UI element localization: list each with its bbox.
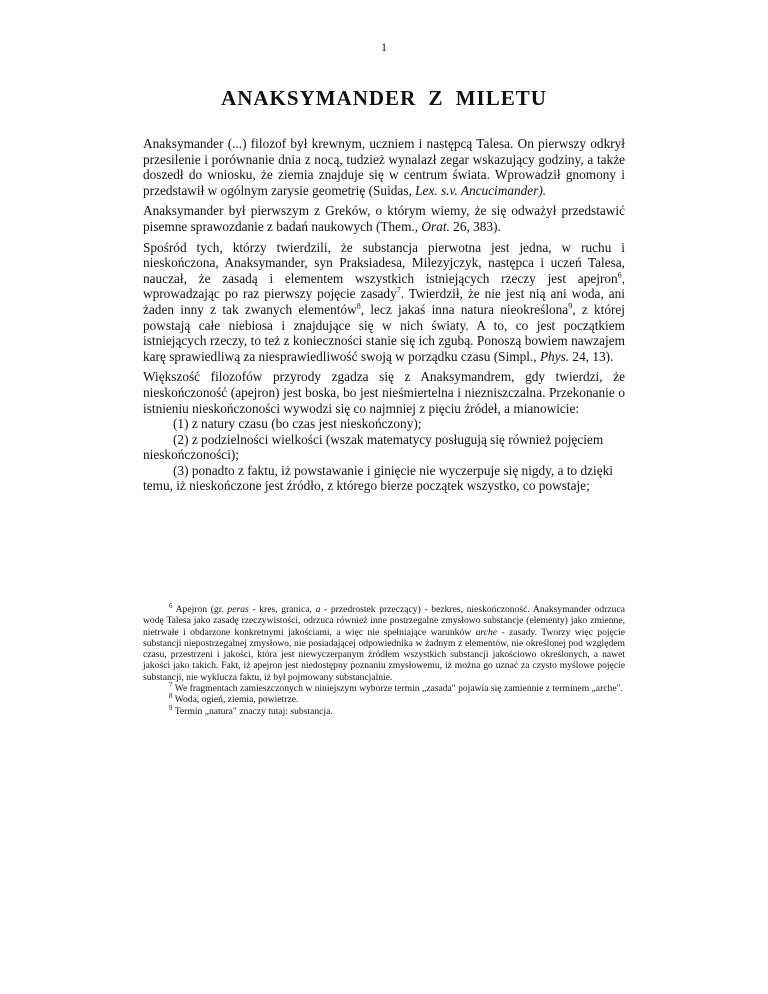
footnote-7 bbox=[143, 680, 625, 695]
paragraph-text: Spośród tych, którzy twierdzili, że substancja pierwotna jest jedna, w ruchu i nieskończona, Anaksymander, syn Praksiadesa, Milezyjczyk, następca i uczeń Talesa, nauczał, że zasadą i elementem wszystkich istniejących rzeczy jest apejron bbox=[143, 239, 625, 286]
footnote-ref-6[interactable]: 6 bbox=[617, 270, 622, 280]
footnote-text: We fragmentach zamieszczonych w niniejszym wyborze termin „zasada" pojawia się zamiennie z terminem „arche". bbox=[172, 683, 623, 695]
footnote-8 bbox=[143, 694, 625, 705]
page-title: ANAKSYMANDER Z MILETU bbox=[221, 86, 547, 110]
paragraph-text: 26, 383). bbox=[449, 218, 501, 234]
paragraph-simplicius bbox=[143, 240, 625, 365]
footnote-text: - przedrostek przeczący) - bezkres, nieskończoność. Anaksymander odrzuca wodę Talesa jako zasadę rzeczywistości, odrzuca również inne postrzegalne zmysłowo substancje (elementy) jako zmienne, nietrwałe i obdarzone konkretnymi jakościami, a więc nie spełniające warunków bbox=[143, 604, 625, 638]
paragraph-text: , z której powstają całe niebiosa i znajdujące się w nich światy. A to, co jest początkiem istniejących rzeczy, to też z konieczności stanie się ich zgubą. Ponoszą bowiem nawzajem karę sprawiedliwą za niesprawiedliwość swoją w porządku czasu (Simpl., bbox=[143, 301, 626, 364]
footnote-9 bbox=[143, 703, 625, 717]
footnote-text: - kres, granica, bbox=[248, 604, 316, 615]
paragraph-text: 24, 13). bbox=[569, 348, 614, 364]
footnote-number: 9 bbox=[169, 703, 173, 712]
footnote-italic: arche bbox=[475, 626, 498, 638]
footnote-ref-9[interactable]: 9 bbox=[568, 301, 573, 311]
footnote-italic: peras bbox=[227, 604, 249, 615]
paragraph-text: Anaksymander był pierwszym z Greków, o którym wiemy, że się odważył przedstawić pisemne sprawozdanie z badań naukowych (Them., bbox=[143, 203, 625, 234]
paragraph-text: . Twierdził, że nie jest nią ani woda, ani żaden inny z tak zwanych elementów bbox=[143, 286, 625, 317]
footnote-number: 8 bbox=[169, 692, 173, 701]
list-item: (2) z podzielności wielkości (wszak matematycy posługują się również pojęciem nieskończoności); bbox=[143, 431, 604, 463]
paragraph-aristotle bbox=[143, 369, 625, 494]
footnote-text: Termin „natura" znaczy tutaj: substancja. bbox=[172, 705, 333, 717]
citation: Phys. bbox=[539, 348, 570, 364]
footnote-text: Woda, ogień, ziemia, powietrze. bbox=[172, 694, 299, 706]
footnote-ref-7[interactable]: 7 bbox=[396, 285, 401, 295]
citation: Lex. s.v. Ancucimander). bbox=[415, 182, 547, 198]
footnote-6 bbox=[143, 601, 625, 683]
list-item: (1) z natury czasu (bo czas jest nieskończony); bbox=[173, 416, 422, 432]
paragraph-text: Anaksymander (...) filozof był krewnym, uczniem i następcą Talesa. On pierwszy odkrył przesilenie i porównanie dnia z nocą, tudzież wynalazł zegar wskazujący godziny, a także doszedł do wniosku, że ziemia znajduje się w centrum świata. Wprowadził gnomony i przedstawił w ogólnym zarysie geometrię (Suidas, bbox=[143, 136, 625, 198]
footnotes bbox=[143, 601, 625, 717]
list-item: (3) ponadto z faktu, iż powstawanie i ginięcie nie wyczerpuje się nigdy, a to dzięki temu, iż nieskończone jest źródło, z którego bierze początek wszystko, co powstaje; bbox=[143, 462, 613, 494]
footnote-text: Apejron (gr. bbox=[172, 604, 228, 615]
paragraph-text: , lecz jakaś inna natura nieokreślona bbox=[360, 301, 569, 317]
citation: Orat. bbox=[421, 218, 450, 234]
footnote-number: 7 bbox=[169, 680, 173, 689]
footnote-text: - zasady. Tworzy więc pojęcie substancji niepostrzegalnej zmysłowo, nie posiadającej odpowiednika w żadnym z elementów, nie określonej pod względem czasu, przestrzeni i jakości, która jest niewyczerpanym źródłem wszystkich substancji jakościowo określonych, a nawet jakości jako takich. Fakt, iż apejron jest niedostępny poznaniu zmysłowemu, iż można go uznać za czysto myślowe pojęcie substancji, nie wyklucza faktu, iż był pojmowany substancjalnie. bbox=[143, 626, 625, 683]
paragraph-suidas bbox=[143, 136, 625, 198]
paragraph-themistius bbox=[143, 203, 625, 234]
main-text bbox=[143, 136, 625, 494]
paragraph-text: Większość filozofów przyrody zgadza się z Anaksymandrem, gdy twierdzi, że nieskończoność (apejron) jest boska, bo jest nieśmiertelna i niezniszczalna. Przekonanie o istnieniu nieskończoności wywodzi się co najmniej z pięciu źródeł, a mianowicie: bbox=[143, 369, 625, 416]
paragraph-text: , wprowadzając po raz pierwszy pojęcie zasady bbox=[143, 270, 625, 302]
footnote-italic: a bbox=[315, 604, 321, 615]
page-number: 1 bbox=[381, 40, 387, 54]
footnote-number: 6 bbox=[169, 601, 173, 610]
footnote-ref-8[interactable]: 8 bbox=[356, 301, 361, 311]
